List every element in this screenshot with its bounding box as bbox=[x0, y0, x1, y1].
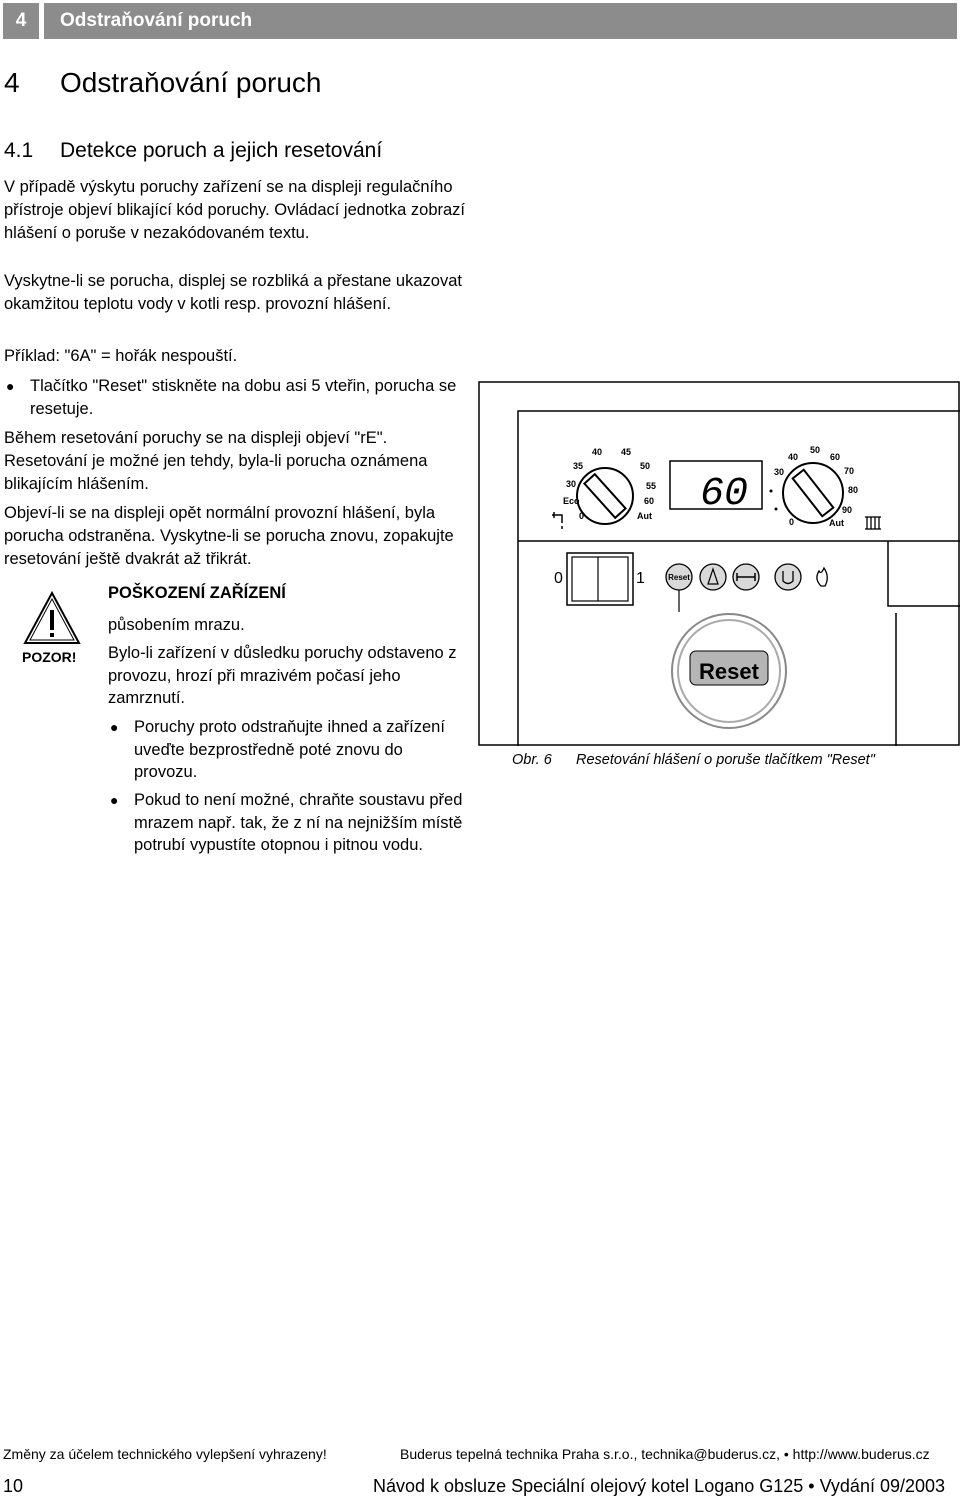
figure-caption-text: Resetování hlášení o poruše tlačítkem "Reset" bbox=[576, 752, 875, 768]
dial-label: 60 bbox=[644, 496, 655, 506]
dial-label: 40 bbox=[592, 447, 603, 457]
left-dial bbox=[563, 447, 656, 524]
display-value: 60 bbox=[700, 472, 749, 517]
dial-label: 50 bbox=[640, 461, 651, 471]
pressure-icon bbox=[775, 564, 801, 590]
section-number: 4 bbox=[4, 67, 20, 98]
reset-button-small bbox=[666, 564, 692, 590]
dial-label: 45 bbox=[621, 447, 632, 457]
dial-label: Eco bbox=[563, 496, 580, 506]
dial-label: 35 bbox=[573, 461, 584, 471]
dial-label: 70 bbox=[844, 466, 855, 476]
wrench-icon bbox=[733, 564, 759, 590]
subsection-number: 4.1 bbox=[4, 139, 34, 162]
reset-label-large: Reset bbox=[699, 659, 759, 684]
chapter-number: 4 bbox=[3, 3, 39, 39]
dial-label: 50 bbox=[810, 445, 821, 455]
chapter-title: Odstraňování poruch bbox=[44, 3, 957, 39]
warning-bullet: ● Pokud to není možné, chraňte soustavu před mrazem např. tak, že z ní na nejnižším místě potrubí vypustíte otopnou i pitnou vodu. bbox=[108, 789, 468, 857]
chimney-sweep-icon bbox=[700, 564, 726, 590]
paragraph-example: Příklad: "6A" = hořák nespouští. bbox=[4, 347, 238, 365]
figure-caption bbox=[512, 752, 875, 768]
section-title: Odstraňování poruch bbox=[60, 67, 322, 98]
warning-label: POZOR! bbox=[22, 649, 77, 665]
control-panel-figure bbox=[478, 381, 960, 746]
subsection-title: Detekce poruch a jejich resetování bbox=[60, 139, 383, 162]
section-heading bbox=[4, 67, 322, 99]
dial-label: 60 bbox=[830, 452, 841, 462]
dial-label: 0 bbox=[579, 511, 585, 521]
warning-subtitle: působením mrazu. bbox=[108, 616, 245, 634]
footer-disclaimer: Změny za účelem technického vylepšení vyhrazeny! bbox=[3, 1446, 327, 1462]
dial-label: 0 bbox=[789, 517, 795, 527]
warning-text: Bylo-li zařízení v důsledku poruchy odstaveno z provozu, hrozí při mrazivém počasí jeho zamrznutí. bbox=[108, 644, 457, 707]
warning-triangle-icon bbox=[22, 590, 82, 646]
paragraph-intro: V případě výskytu poruchy zařízení se na displeji regulačního přístroje objeví blikající kód poruchy. Ovládací jednotka zobrazí hlášení o poruše v nezakódovaném textu. bbox=[4, 178, 466, 242]
temperature-display bbox=[670, 461, 762, 517]
footer-contact: Buderus tepelná technika Praha s.r.o., technika@buderus.cz, • http://www.buderus.cz bbox=[400, 1446, 930, 1462]
subsection-heading bbox=[4, 139, 382, 163]
footer-page-info bbox=[3, 1476, 960, 1497]
tap-icon bbox=[552, 512, 562, 529]
dial-label: 90 bbox=[842, 505, 853, 515]
paragraph-reset-info: Během resetování poruchy se na displeji objeví "rE". Resetování je možné jen tehdy, byla-li porucha oznámena blikajícím hlášením. bbox=[4, 429, 428, 493]
warning-bullet: ● Poruchy proto odstraňujte ihned a zařízení uveďte bezprostředně poté znovu do provozu. bbox=[108, 716, 468, 784]
page-number: 10 bbox=[3, 1476, 24, 1496]
right-dial bbox=[774, 445, 858, 528]
document-title: Návod k obsluze Speciální olejový kotel Logano G125 • Vydání 09/2003 bbox=[373, 1476, 946, 1496]
footer-notes bbox=[3, 1446, 960, 1462]
power-switch bbox=[567, 553, 633, 605]
switch-off-label: 0 bbox=[554, 570, 563, 587]
flame-icon bbox=[817, 568, 827, 586]
figure-number: Obr. 6 bbox=[512, 752, 552, 768]
reset-button-large bbox=[672, 614, 786, 728]
dial-label: Aut bbox=[829, 518, 844, 528]
dial-label: 55 bbox=[646, 481, 657, 491]
dial-label: 40 bbox=[788, 452, 799, 462]
paragraph-fault-display: Vyskytne-li se porucha, displej se rozbliká a přestane ukazovat okamžitou teplotu vody v kotli resp. provozní hlášení. bbox=[4, 272, 462, 313]
chapter-header-bar bbox=[3, 3, 957, 39]
dial-label: 30 bbox=[566, 479, 577, 489]
warning-title: POŠKOZENÍ ZAŘÍZENÍ bbox=[108, 584, 286, 602]
paragraph-repeat-reset: Objeví-li se na displeji opět normální provozní hlášení, byla porucha odstraněna. Vyskytne-li se porucha znovu, zopakujte resetování ještě dvakrát až třikrát. bbox=[4, 504, 454, 568]
dial-label: 30 bbox=[774, 467, 785, 477]
switch-on-label: 1 bbox=[636, 570, 645, 587]
reset-instruction-bullet: ● Tlačítko "Reset" stiskněte na dobu asi 5 vteřin, porucha se resetuje. bbox=[4, 375, 474, 421]
radiator-icon bbox=[865, 517, 881, 529]
dial-label: Aut bbox=[637, 511, 652, 521]
dial-label: 80 bbox=[848, 485, 859, 495]
reset-label-small: Reset bbox=[668, 573, 690, 582]
